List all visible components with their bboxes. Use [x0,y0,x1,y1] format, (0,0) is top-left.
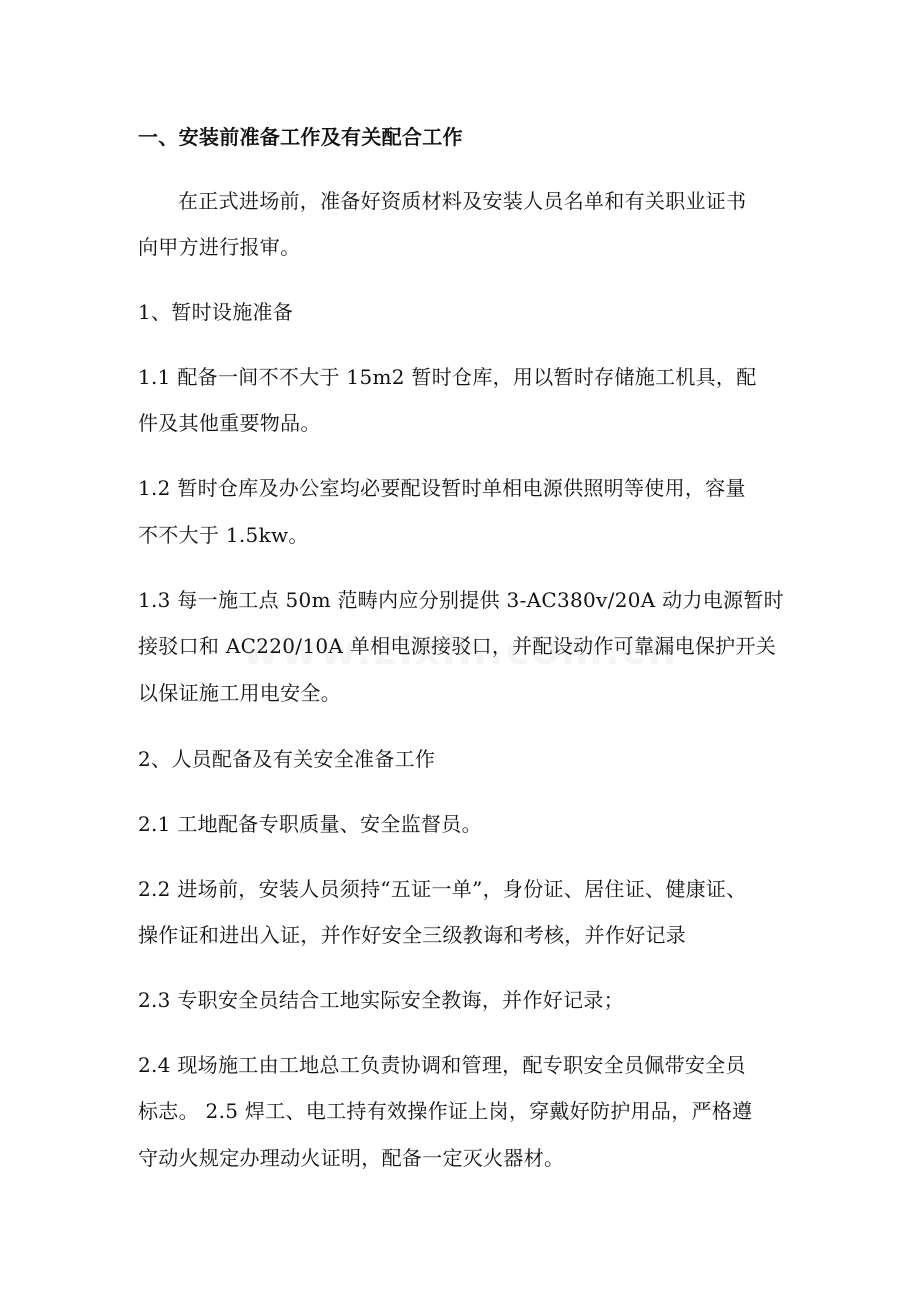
section-heading: 一、安装前准备工作及有关配合工作 [138,125,463,149]
item-2-3: 2.3 专职安全员结合工地实际安全教诲，并作好记录； [138,988,624,1012]
item-2-1: 2.1 工地配备专职质量、安全监督员。 [138,812,482,836]
item-1-3-line-3: 以保证施工用电安全。 [138,681,341,705]
item-1-3-line-1: 1.3 每一施工点 50m 范畴内应分别提供 3-AC380v/20A 动力电源暂时 [138,588,784,612]
item-1-2-line-2: 不不大于 1.5kw。 [138,523,309,547]
item-2-2-line-1: 2.2 进场前，安装人员须持“五证一单”，身份证、居住证、健康证、 [138,877,747,901]
item-1-1-line-2: 件及其他重要物品。 [138,411,321,435]
section1-title: 1、暂时设施准备 [138,300,294,324]
item-1-1-line-1: 1.1 配备一间不不大于 15m2 暂时仓库，用以暂时存储施工机具，配 [138,365,757,389]
intro-line-1: 在正式进场前，准备好资质材料及安装人员名单和有关职业证书 [178,189,747,213]
intro-line-2: 向甲方进行报审。 [138,235,301,259]
item-2-4-line-1: 2.4 现场施工由工地总工负责协调和管理，配专职安全员佩带安全员 [138,1053,746,1077]
item-2-4-line-2: 标志。 2.5 焊工、电工持有效操作证上岗，穿戴好防护用品，严格遵 [138,1099,753,1123]
item-1-3-line-2: 接驳口和 AC220/10A 单相电源接驳口，并配设动作可靠漏电保护开关 [138,634,777,658]
section2-title: 2、人员配备及有关安全准备工作 [138,747,436,771]
item-2-4-line-3: 守动火规定办理动火证明，配备一定灭火器材。 [138,1146,565,1170]
item-1-2-line-1: 1.2 暂时仓库及办公室均必要配设暂时单相电源供照明等使用，容量 [138,476,746,500]
item-2-2-line-2: 操作证和进出入证，并作好安全三级教诲和考核，并作好记录 [138,923,687,947]
